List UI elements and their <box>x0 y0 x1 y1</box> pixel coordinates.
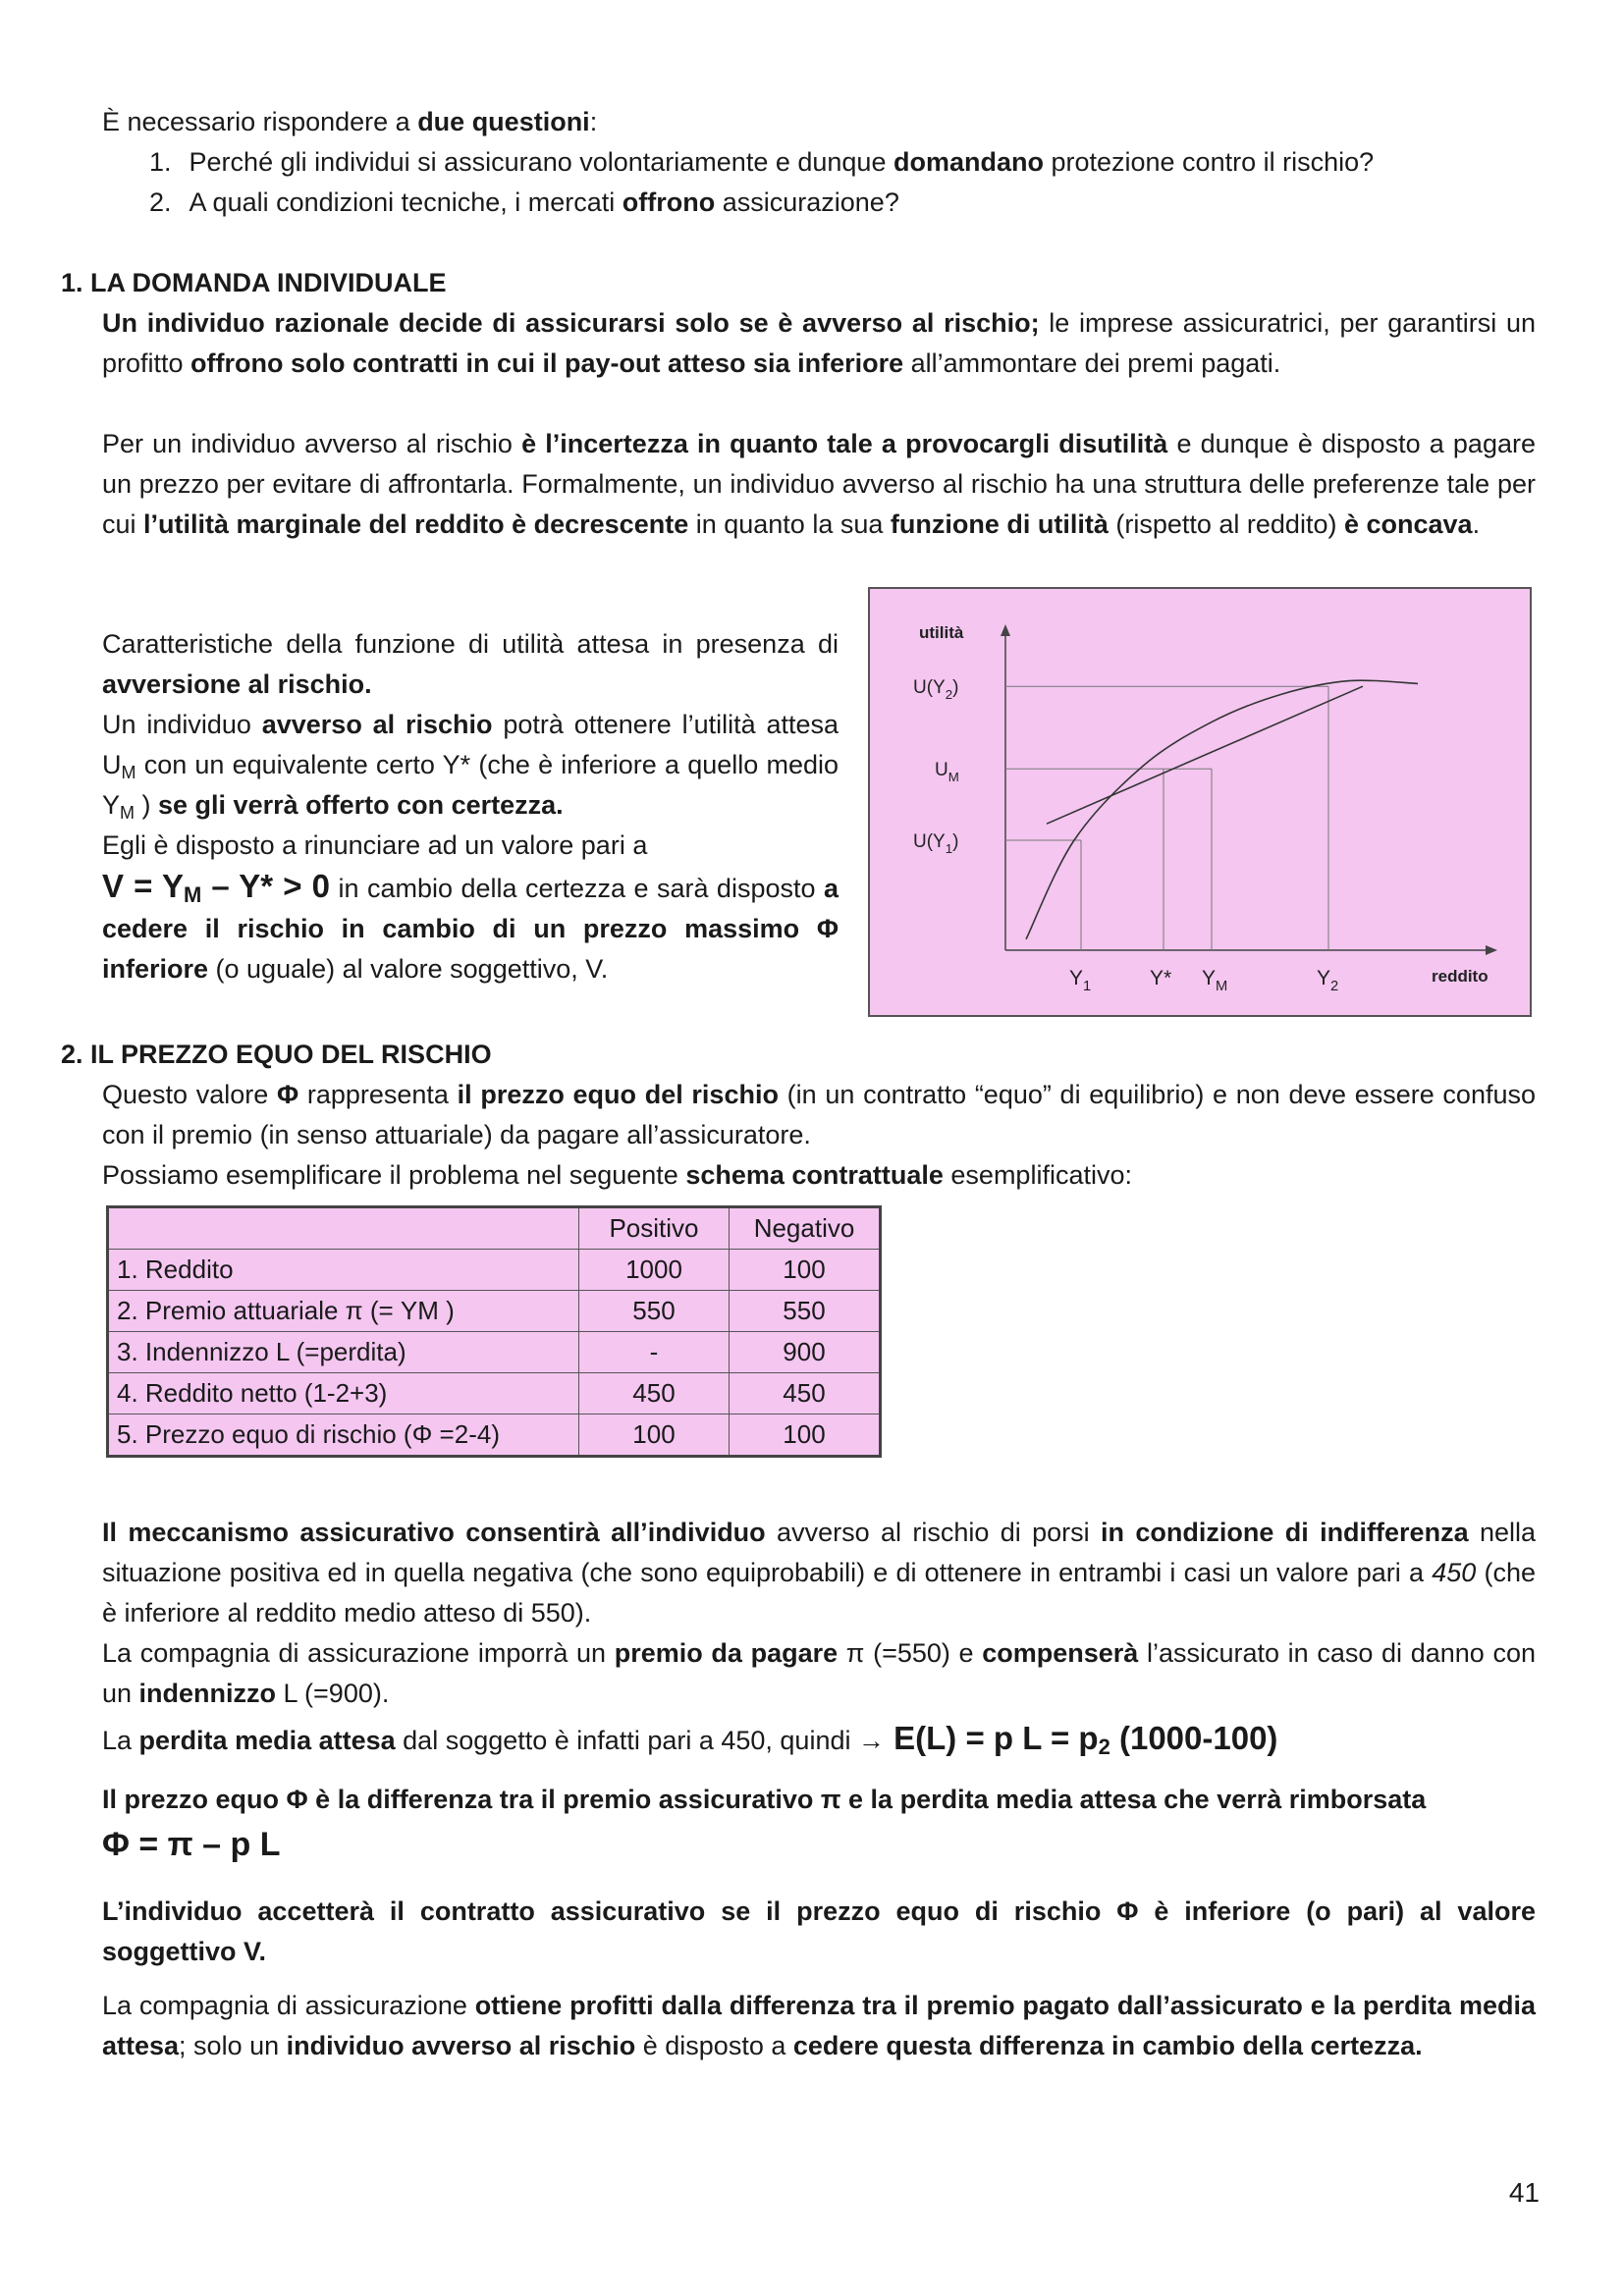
contract-table <box>106 1205 882 1458</box>
section-2-paragraph-1: Questo valore Φ rappresenta il prezzo equo del rischio (in un contratto “equo” di equilibrio) e non deve essere confuso con il premio (in senso attuariale) da pagare all’assicuratore. <box>102 1080 1536 1149</box>
section-1-title: 1. LA DOMANDA INDIVIDUALE <box>61 268 447 297</box>
x-tick-y1: $Y_1$ <box>1069 967 1092 994</box>
section-2-paragraph-4: La compagnia di assicurazione imporrà un premio da pagare π (=550) e compenserà l’assicurato in caso di danno con un indennizzo L (=900). <box>102 1638 1536 1708</box>
table-cell-value: 550 <box>579 1291 730 1332</box>
intro-text: È necessario rispondere a <box>102 107 418 136</box>
section-1-paragraph-1: Un individuo razionale decide di assicurarsi solo se è avverso al rischio; le imprese assicuratrici, per garantirsi un profitto offrono solo contratti in cui il pay-out atteso sia inferiore all’ammontare dei premi pagati. <box>102 308 1537 378</box>
list-item <box>149 183 1374 223</box>
section-2-paragraph-3: Il meccanismo assicurativo consentirà all’individuo avverso al rischio di porsi in condizione di indifferenza nella situazione positiva ed in quella negativa (che sono equiprobabili) e di ottenere in entrambi i casi un valore pari a 450 (che è inferiore al reddito medio atteso di 550). <box>102 1518 1537 1628</box>
table-header-row <box>108 1207 881 1250</box>
section-1-paragraph-2: Per un individuo avverso al rischio è l’incertezza in quanto tale a provocargli disutilità e dunque è disposto a pagare un prezzo per evitare di affrontarla. Formalmente, un individuo avverso al rischio ha una struttura delle preferenze tale per cui l’utilità marginale del reddito è decrescente in quanto la sua funzione di utilità (rispetto al reddito) è concava. <box>102 429 1536 539</box>
section-1-side-text <box>102 624 839 989</box>
section-2-paragraph-7: L’individuo accetterà il contratto assicurativo se il prezzo equo di rischio Φ è inferiore (o pari) al valore soggettivo V. <box>102 1896 1536 1966</box>
table-cell-value: 1000 <box>579 1250 730 1291</box>
table-cell-value: 900 <box>730 1332 881 1373</box>
x-tick-y2: $Y_2$ <box>1317 967 1339 994</box>
list-text: A quali condizioni tecniche, i mercati offrono assicurazione? <box>189 187 899 217</box>
y-tick-uy1: $U(Y_1)$ <box>913 831 959 856</box>
intro-lead <box>102 102 597 142</box>
list-text: Perché gli individui si assicurano volontariamente e dunque domandano protezione contro il rischio? <box>189 147 1375 177</box>
table-header-negativo: Negativo <box>730 1207 881 1250</box>
section-2-paragraph-8: La compagnia di assicurazione ottiene profitti dalla differenza tra il premio pagato dall’assicurato e la perdita media attesa; solo un individuo avverso al rischio è disposto a cedere questa differenza in cambio della certezza. <box>102 1991 1536 2060</box>
list-number: 2. <box>149 187 172 217</box>
section-2-paragraph-6: Il prezzo equo Φ è la differenza tra il premio assicurativo π e la perdita media attesa che verrà rimborsata <box>102 1785 1427 1814</box>
table-cell-label: 3. Indennizzo L (=perdita) <box>108 1332 579 1373</box>
table-row <box>108 1291 881 1332</box>
y-tick-um: $U_M$ <box>935 760 959 785</box>
table-cell-label: 4. Reddito netto (1-2+3) <box>108 1373 579 1415</box>
y-axis-label: utilità <box>919 623 964 642</box>
table-cell-label: 2. Premio attuariale π (= YM ) <box>108 1291 579 1332</box>
x-tick-ystar: Y* <box>1150 967 1172 989</box>
table-cell-value: - <box>579 1332 730 1373</box>
arrow-icon: → <box>857 1726 885 1755</box>
intro-text-end: : <box>589 107 598 136</box>
section-2-paragraph-2: Possiamo esemplificare il problema nel seguente schema contrattuale esemplificativo: <box>102 1160 1132 1190</box>
formula-v: V = Y <box>102 868 184 904</box>
y-axis-arrow-icon <box>1001 624 1010 636</box>
table-cell-label: 1. Reddito <box>108 1250 579 1291</box>
table-cell-label: 5. Prezzo equo di rischio (Φ =2-4) <box>108 1415 579 1457</box>
table-row <box>108 1250 881 1291</box>
table-cell-value: 450 <box>730 1373 881 1415</box>
table-cell-value: 550 <box>730 1291 881 1332</box>
y-tick-uy2: $U(Y_2)$ <box>913 677 959 703</box>
table-cell-value: 100 <box>579 1415 730 1457</box>
section-2-title: 2. IL PREZZO EQUO DEL RISCHIO <box>61 1040 492 1069</box>
list-number: 1. <box>149 147 172 177</box>
utility-chart <box>868 587 1532 1017</box>
table-cell-value: 450 <box>579 1373 730 1415</box>
x-tick-ym: $Y_M$ <box>1202 967 1228 994</box>
table-cell-value: 100 <box>730 1250 881 1291</box>
table-row <box>108 1373 881 1415</box>
side-explanation: Un individuo avverso al rischio potrà ottenere l’utilità attesa $U_M$ con un equivalente certo Y* (che è inferiore a quello medio $Y_M$ ) se gli verrà offerto con certezza. <box>102 710 839 823</box>
fair-price-formula: Φ = π – p L <box>102 1826 281 1863</box>
page-number: 41 <box>1508 2177 1540 2208</box>
expected-loss-formula: E(L) = p L = p <box>884 1720 1099 1756</box>
table-header-empty <box>108 1207 579 1250</box>
intro-list <box>149 142 1374 223</box>
table-cell-value: 100 <box>730 1415 881 1457</box>
side-caption: Caratteristiche della funzione di utilità attesa in presenza di avversione al rischio. <box>102 629 839 699</box>
table-row <box>108 1415 881 1457</box>
side-formula-line: $V = Y_M - Y* > 0$ in cambio della certezza e sarà disposto a cedere il rischio in cambio di un prezzo massimo Φ inferiore (o uguale) al valore soggettivo, V. <box>102 868 839 984</box>
table-header-positivo: Positivo <box>579 1207 730 1250</box>
x-axis-arrow-icon <box>1486 945 1497 955</box>
side-willingness: Egli è disposto a rinunciare ad un valore pari a <box>102 830 648 860</box>
intro-bold: due questioni <box>417 107 590 136</box>
section-2-paragraph-5: La perdita media attesa dal soggetto è infatti pari a 450, quindi → E(L) = p $L = p_2$ (1000-100) <box>102 1720 1278 1759</box>
utility-chart-svg <box>870 589 1534 1019</box>
table-row <box>108 1332 881 1373</box>
chord-line <box>1047 686 1363 824</box>
utility-curve <box>1026 680 1418 939</box>
x-axis-label: reddito <box>1432 967 1489 986</box>
list-item <box>149 142 1374 183</box>
